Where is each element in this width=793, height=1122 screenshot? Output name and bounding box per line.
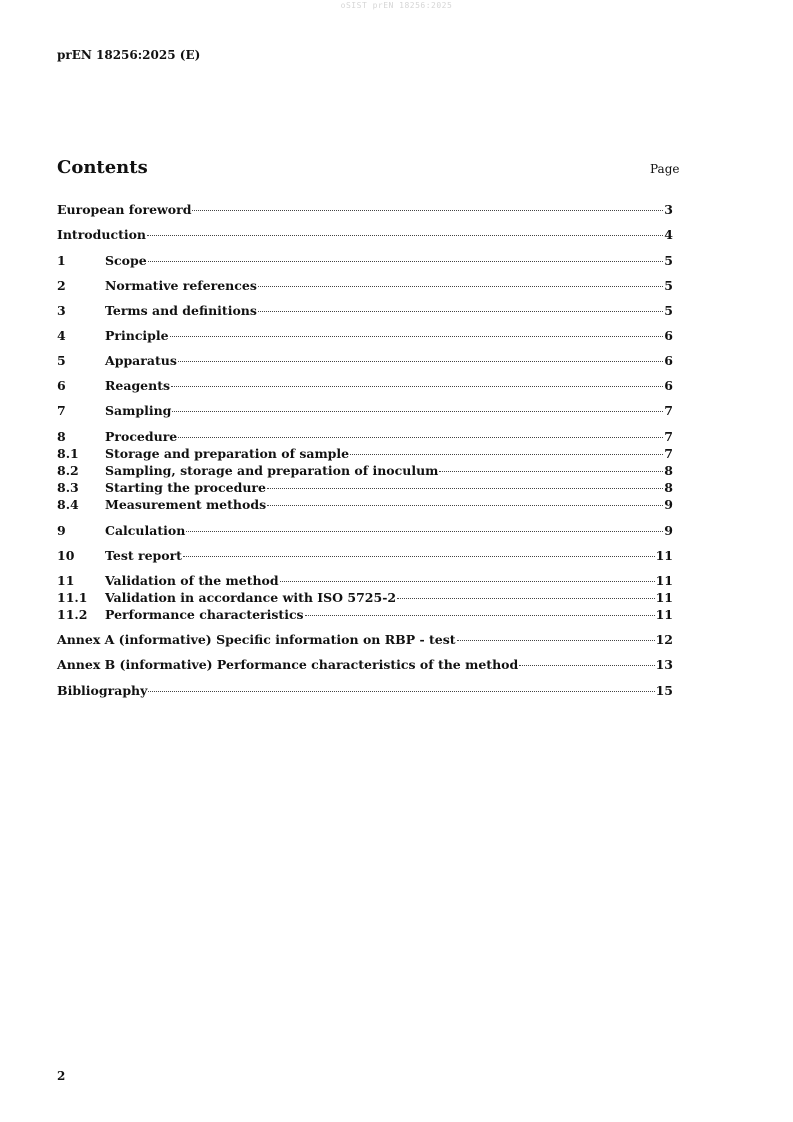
toc-dot-leader <box>171 386 663 387</box>
toc-entry-title: Starting the procedure <box>105 480 266 495</box>
toc-entry-page: 9 <box>664 523 673 538</box>
page-number: 2 <box>57 1069 66 1083</box>
toc-entry-page: 7 <box>664 403 673 418</box>
document-id: prEN 18256:2025 (E) <box>57 48 201 62</box>
toc-dot-leader <box>350 454 663 455</box>
toc-entry-page: 4 <box>664 227 673 242</box>
toc-entry-title: Introduction <box>57 227 147 242</box>
toc-entry[interactable] <box>57 278 673 294</box>
toc-entry-number: 9 <box>57 523 66 538</box>
toc-entry-number: 7 <box>57 403 66 418</box>
toc-entry[interactable] <box>57 523 673 539</box>
toc-entry-number: 11.2 <box>57 607 88 622</box>
toc-entry[interactable] <box>57 227 673 243</box>
toc-entry[interactable] <box>57 657 673 673</box>
toc-dot-leader <box>519 665 654 666</box>
toc-entry-title: Storage and preparation of sample <box>105 446 350 461</box>
toc-entry-page: 5 <box>664 253 673 268</box>
toc-entry[interactable] <box>57 429 673 445</box>
toc-dot-leader <box>397 598 655 599</box>
toc-dot-leader <box>178 361 663 362</box>
toc-entry-page: 7 <box>664 446 673 461</box>
toc-entry[interactable] <box>57 253 673 269</box>
toc-entry[interactable] <box>57 632 673 648</box>
toc-entry-page: 6 <box>664 378 673 393</box>
toc-entry-page: 7 <box>664 429 673 444</box>
toc-entry-title: Performance characteristics <box>105 607 304 622</box>
toc-entry-number: 8 <box>57 429 66 444</box>
toc-entry-page: 5 <box>664 303 673 318</box>
toc-entry-number: 11 <box>57 573 75 588</box>
toc-entry-title: Procedure <box>105 429 178 444</box>
toc-entry[interactable] <box>57 590 673 606</box>
toc-entry-page: 6 <box>664 353 673 368</box>
toc-entry[interactable] <box>57 202 673 218</box>
toc-entry-number: 11.1 <box>57 590 88 605</box>
toc-entry-title: Measurement methods <box>105 497 267 512</box>
toc-entry-title: Sampling, storage and preparation of inoculum <box>105 463 439 478</box>
toc-dot-leader <box>267 488 663 489</box>
toc-entry-number: 5 <box>57 353 66 368</box>
toc-entry[interactable] <box>57 463 673 479</box>
toc-entry-page: 8 <box>664 463 673 478</box>
toc-entry[interactable] <box>57 573 673 589</box>
toc-entry-page: 11 <box>655 548 673 563</box>
toc-entry[interactable] <box>57 607 673 623</box>
toc-dot-leader <box>280 581 655 582</box>
toc-entry-page: 9 <box>664 497 673 512</box>
toc-entry-number: 4 <box>57 328 66 343</box>
toc-dot-leader <box>186 531 663 532</box>
toc-entry-title: Validation of the method <box>105 573 279 588</box>
toc-entry-title: Terms and definitions <box>105 303 257 318</box>
toc-entry[interactable] <box>57 683 673 699</box>
toc-dot-leader <box>457 640 655 641</box>
toc-entry-page: 12 <box>655 632 673 647</box>
toc-entry-page: 6 <box>664 328 673 343</box>
toc-entry-page: 11 <box>655 573 673 588</box>
toc-entry-title: Test report <box>105 548 182 563</box>
toc-entry[interactable] <box>57 480 673 496</box>
contents-title: Contents <box>57 157 148 178</box>
toc-entry[interactable] <box>57 548 673 564</box>
toc-entry-number: 3 <box>57 303 66 318</box>
toc-entry-title: Reagents <box>105 378 171 393</box>
toc-dot-leader <box>305 615 655 616</box>
toc-entry-number: 1 <box>57 253 66 268</box>
toc-entry-page: 8 <box>664 480 673 495</box>
toc-entry-title: European foreword <box>57 202 192 217</box>
toc-entry-title: Normative references <box>105 278 257 293</box>
toc-dot-leader <box>148 691 654 692</box>
toc-dot-leader <box>183 556 655 557</box>
toc-entry[interactable] <box>57 403 673 419</box>
toc-entry-number: 8.4 <box>57 497 79 512</box>
toc-dot-leader <box>258 311 663 312</box>
toc-entry[interactable] <box>57 353 673 369</box>
toc-entry-page: 5 <box>664 278 673 293</box>
toc-entry-page: 11 <box>655 607 673 622</box>
toc-dot-leader <box>267 505 663 506</box>
toc-entry-title: Calculation <box>105 523 186 538</box>
toc-entry-number: 10 <box>57 548 75 563</box>
toc-entry-page: 11 <box>655 590 673 605</box>
toc-entry-title: Annex A (informative) Specific information on RBP - test <box>57 632 456 647</box>
toc-dot-leader <box>258 286 663 287</box>
toc-entry-title: Validation in accordance with ISO 5725-2 <box>105 590 397 605</box>
toc-entry-title: Apparatus <box>105 353 177 368</box>
toc-entry-title: Annex B (informative) Performance characteristics of the method <box>57 657 519 672</box>
toc-entry[interactable] <box>57 446 673 462</box>
toc-entry[interactable] <box>57 303 673 319</box>
toc-entry-number: 8.1 <box>57 446 79 461</box>
toc-dot-leader <box>170 336 664 337</box>
toc-dot-leader <box>439 471 663 472</box>
toc-dot-leader <box>178 437 663 438</box>
page-column-label: Page <box>650 162 680 176</box>
toc-dot-leader <box>172 411 663 412</box>
toc-entry[interactable] <box>57 497 673 513</box>
toc-entry-title: Principle <box>105 328 169 343</box>
toc-dot-leader <box>192 210 663 211</box>
toc-entry[interactable] <box>57 378 673 394</box>
toc-entry-number: 6 <box>57 378 66 393</box>
toc-dot-leader <box>148 261 664 262</box>
toc-entry-title: Bibliography <box>57 683 148 698</box>
toc-entry-page: 15 <box>655 683 673 698</box>
toc-entry-number: 8.2 <box>57 463 79 478</box>
toc-entry-page: 3 <box>664 202 673 217</box>
toc-entry-number: 8.3 <box>57 480 79 495</box>
toc-entry[interactable] <box>57 328 673 344</box>
toc-entry-title: Sampling <box>105 403 172 418</box>
toc-entry-title: Scope <box>105 253 147 268</box>
toc-entry-number: 2 <box>57 278 66 293</box>
toc-dot-leader <box>147 235 663 236</box>
toc-entry-page: 13 <box>655 657 673 672</box>
watermark: oSIST prEN 18256:2025 <box>340 1 453 10</box>
